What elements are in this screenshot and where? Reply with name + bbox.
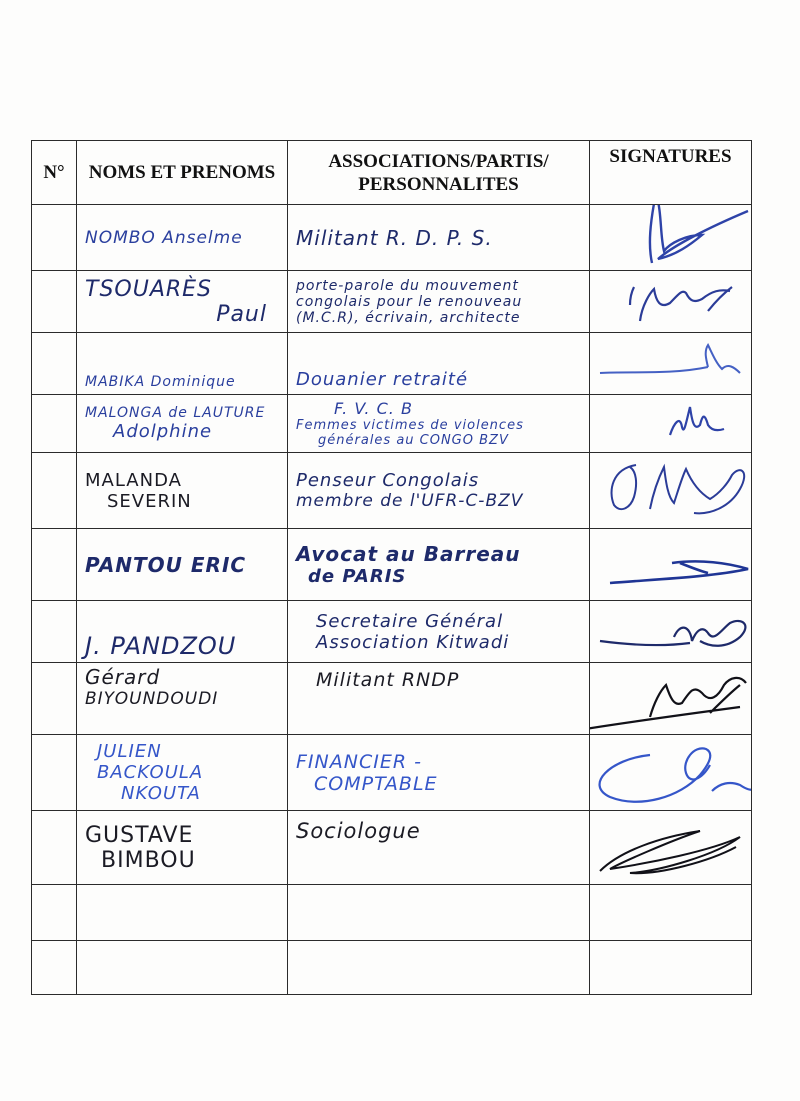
name-line: MABIKA Dominique [85,374,236,390]
row-number-cell [32,811,77,885]
association-cell [288,941,590,995]
handwritten-signature [590,333,752,395]
header-row [32,141,752,205]
signature-cell [590,333,752,395]
association-line: Avocat au Barreau [296,542,521,566]
association-line: membre de l'UFR-C-BZV [296,491,524,511]
signature-cell [590,735,752,811]
name-cell [77,271,288,333]
association-cell [288,735,590,811]
table-row [32,885,752,941]
name-line: SEVERIN [107,490,192,512]
association-cell [288,271,590,333]
name-line: Adolphine [113,421,213,442]
table-row [32,941,752,995]
table-row [32,205,752,271]
handwritten-signature [590,529,752,601]
name-line: MALANDA [85,469,182,491]
name-cell [77,453,288,529]
table-row [32,735,752,811]
signature-cell [590,941,752,995]
header-names: NOMS ET PRENOMS [77,141,288,205]
name-line: BIMBOU [101,847,196,873]
association-cell [288,529,590,601]
association-line: Sociologue [296,819,421,843]
signature-cell [590,811,752,885]
association-cell [288,395,590,453]
association-cell [288,885,590,941]
table-row [32,453,752,529]
association-line: Douanier retraité [296,369,469,390]
association-line: (M.C.R), écrivain, architecte [296,309,521,326]
handwritten-signature [590,271,752,333]
signature-cell [590,395,752,453]
association-line: Militant RNDP [316,669,460,691]
name-line: Paul [216,301,267,327]
association-line: Militant R. D. P. S. [296,225,493,250]
association-line: générales au CONGO BZV [318,433,509,448]
header-associations: ASSOCIATIONS/PARTIS/ PERSONNALITES [288,141,590,205]
row-number-cell [32,601,77,663]
name-line: TSOUARÈS [85,276,213,302]
table-row [32,333,752,395]
association-line: Secretaire Général [316,610,504,632]
table-row [32,811,752,885]
signature-table [31,140,752,995]
row-number-cell [32,529,77,601]
handwritten-signature [590,735,752,811]
row-number-cell [32,205,77,271]
name-cell [77,735,288,811]
name-cell [77,601,288,663]
name-line: GUSTAVE [85,822,194,848]
table-row [32,601,752,663]
row-number-cell [32,271,77,333]
row-number-cell [32,333,77,395]
association-line: F. V. C. B [334,399,413,418]
table-row [32,271,752,333]
name-line: JULIEN [97,741,162,762]
association-line: de PARIS [308,566,407,587]
association-cell [288,663,590,735]
row-number-cell [32,941,77,995]
handwritten-signature [590,395,752,453]
row-number-cell [32,453,77,529]
handwritten-signature [590,453,752,529]
name-cell [77,333,288,395]
name-cell [77,205,288,271]
association-cell [288,333,590,395]
name-line: BIYOUNDOUDI [85,689,219,709]
name-cell [77,941,288,995]
name-line: MALONGA de LAUTURE [85,405,266,421]
handwritten-signature [590,205,752,271]
row-number-cell [32,395,77,453]
name-cell [77,529,288,601]
association-cell [288,453,590,529]
signature-cell [590,271,752,333]
row-number-cell [32,735,77,811]
name-line: NKOUTA [121,783,201,804]
association-line: congolais pour le renouveau [296,293,523,310]
name-line: NOMBO Anselme [85,227,243,248]
name-cell [77,395,288,453]
signature-cell [590,663,752,735]
signature-cell [590,885,752,941]
handwritten-signature [590,663,752,735]
name-line: BACKOULA [97,762,204,783]
signature-cell [590,453,752,529]
association-line: COMPTABLE [314,772,438,795]
row-number-cell [32,885,77,941]
name-cell [77,663,288,735]
signature-cell [590,529,752,601]
table-row [32,529,752,601]
name-line: Gérard [85,665,161,689]
header-signatures: SIGNATURES [590,141,752,205]
table-row [32,395,752,453]
name-line: J. PANDZOU [85,632,237,660]
association-line: FINANCIER - [296,750,422,773]
header-number: N° [32,141,77,205]
table-row [32,663,752,735]
association-line: Association Kitwadi [316,631,510,653]
association-line: Penseur Congolais [296,470,480,491]
signature-cell [590,601,752,663]
name-line: PANTOU ERIC [85,552,247,577]
name-cell [77,811,288,885]
row-number-cell [32,663,77,735]
handwritten-signature [590,601,752,663]
association-cell [288,811,590,885]
association-cell [288,601,590,663]
name-cell [77,885,288,941]
association-cell [288,205,590,271]
handwritten-signature [590,811,752,885]
association-line: porte-parole du mouvement [296,277,519,294]
association-line: Femmes victimes de violences [296,418,524,433]
signature-cell [590,205,752,271]
